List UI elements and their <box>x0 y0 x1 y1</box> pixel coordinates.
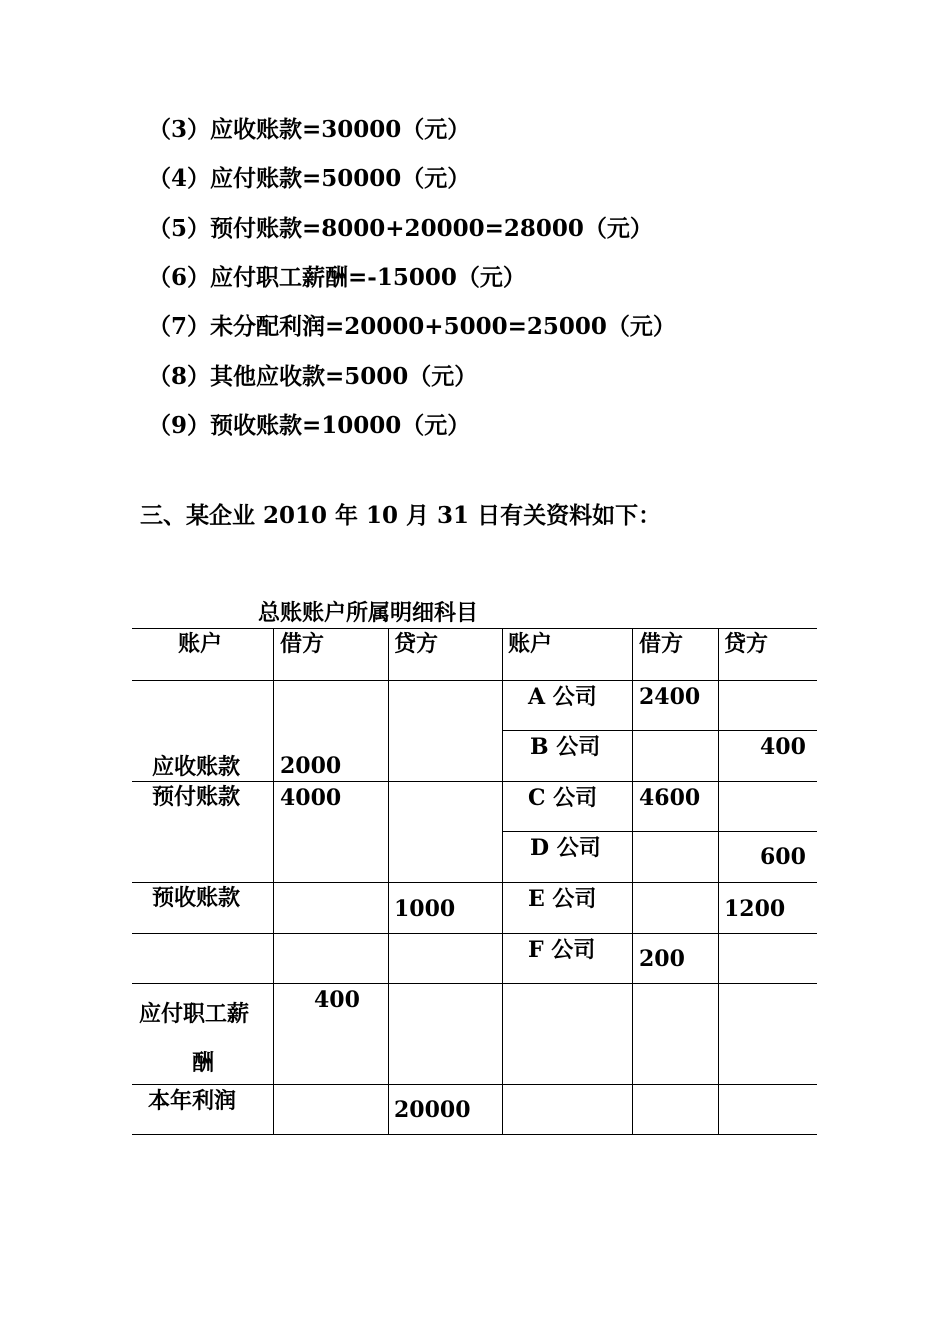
table-column-rule <box>388 628 389 1134</box>
answer-line-6: （6）应付职工薪酬=-15000（元） <box>148 264 526 291</box>
header-sub-debit: 借方 <box>639 632 684 657</box>
answer-line-5: （5）预付账款=8000+20000=28000（元） <box>148 215 653 242</box>
gl-debit-cell: 400 <box>314 987 360 1013</box>
table-rule <box>502 831 817 832</box>
table-rule <box>132 1084 817 1085</box>
sub-account-cell: B 公司 <box>530 734 601 760</box>
sub-debit-cell: 4600 <box>639 785 701 811</box>
gl-account-cell: 本年利润 <box>148 1089 237 1114</box>
sub-credit-cell: 1200 <box>724 896 786 922</box>
answer-line-7: （7）未分配利润=20000+5000=25000（元） <box>148 313 676 340</box>
table-rule <box>132 628 817 629</box>
gl-account-cell: 应付职工薪 <box>139 1002 250 1027</box>
sub-account-cell: A 公司 <box>528 684 597 710</box>
gl-account-cell: 应收账款 <box>152 755 241 780</box>
table-column-rule <box>718 628 719 1134</box>
answer-line-8: （8）其他应收款=5000（元） <box>148 363 478 390</box>
table-rule <box>132 983 817 984</box>
header-sub-credit: 贷方 <box>724 632 769 657</box>
table-rule <box>132 1134 817 1135</box>
gl-credit-cell: 1000 <box>394 896 456 922</box>
sub-account-cell: D 公司 <box>530 835 601 861</box>
header-sub-account: 账户 <box>508 632 553 657</box>
table-column-rule <box>632 628 633 1134</box>
gl-account-cell: 预付账款 <box>152 785 241 810</box>
sub-account-cell: E 公司 <box>528 886 597 912</box>
sub-account-cell: C 公司 <box>528 785 598 811</box>
gl-debit-cell: 2000 <box>280 753 342 779</box>
sub-debit-cell: 200 <box>639 946 685 972</box>
table-rule <box>132 933 817 934</box>
table-column-rule <box>502 628 503 1134</box>
gl-debit-cell: 4000 <box>280 785 342 811</box>
gl-account-cell: 预收账款 <box>152 886 241 911</box>
table-rule <box>132 680 817 681</box>
answer-line-9: （9）预收账款=10000（元） <box>148 412 471 439</box>
gl-credit-cell: 20000 <box>394 1097 471 1123</box>
section-heading: 三、某企业 2010 年 10 月 31 日有关资料如下： <box>140 502 662 529</box>
header-account: 账户 <box>178 632 223 657</box>
table-rule <box>132 882 817 883</box>
sub-debit-cell: 2400 <box>639 684 701 710</box>
header-debit: 借方 <box>280 632 325 657</box>
sub-account-cell: F 公司 <box>528 937 596 963</box>
answer-line-3: （3）应收账款=30000（元） <box>148 116 471 143</box>
table-caption: 总账账户所属明细科目 <box>258 601 479 626</box>
gl-account-cell: 酬 <box>192 1051 215 1076</box>
sub-credit-cell: 400 <box>760 734 806 760</box>
table-column-rule <box>273 628 274 1134</box>
sub-credit-cell: 600 <box>760 844 806 870</box>
answer-line-4: （4）应付账款=50000（元） <box>148 165 471 192</box>
table-rule <box>502 730 817 731</box>
header-credit: 贷方 <box>394 632 439 657</box>
